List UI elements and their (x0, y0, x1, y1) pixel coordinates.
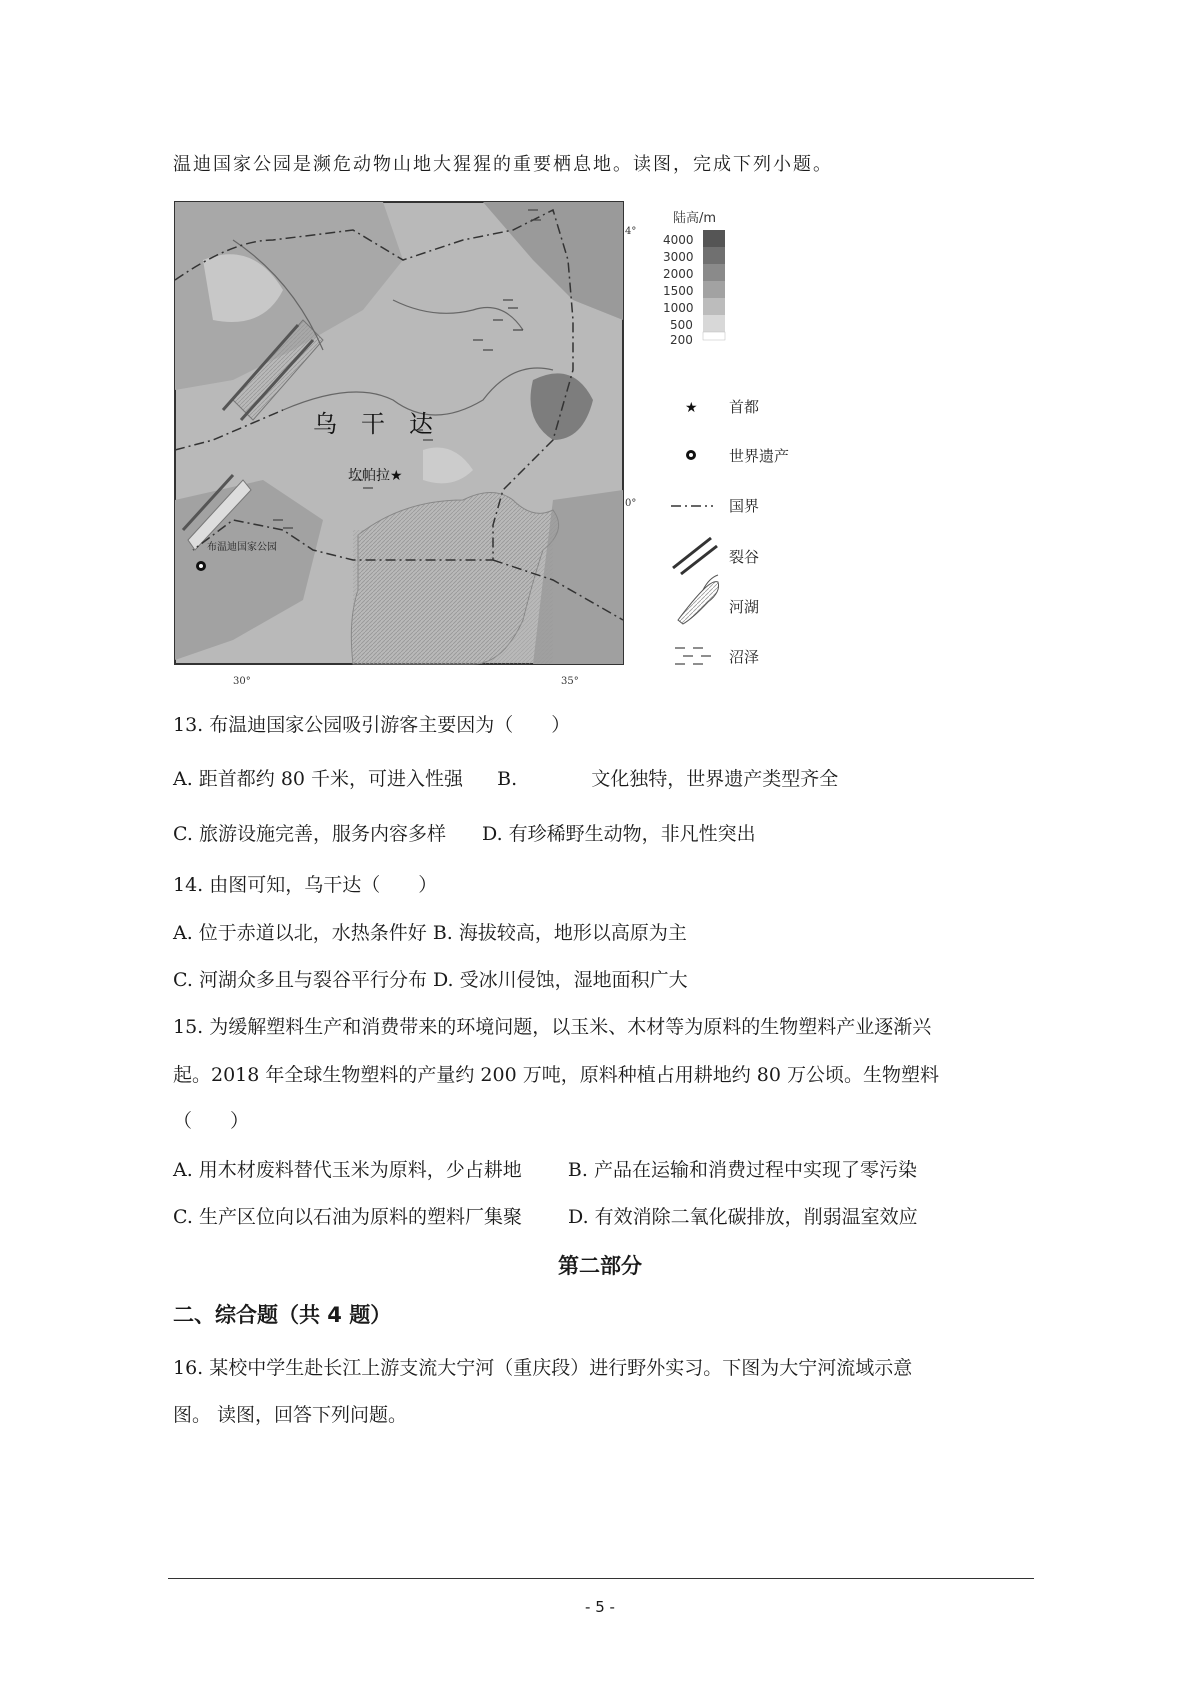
q13-option-a: A. 距首都约 80 千米，可进入性强 (173, 768, 464, 790)
q13-option-b-text: 文化独特，世界遗产类型齐全 (591, 768, 839, 790)
part-two-title: 第二部分 (558, 1254, 642, 1278)
q13-option-c: C. 旅游设施完善，服务内容多样 (173, 823, 446, 845)
q14-options-ab: A. 位于赤道以北，水热条件好 B. 海拔较高，地形以高原为主 (173, 922, 687, 944)
legend-capital-label: 首都 (729, 398, 760, 416)
park-label: 布温迪国家公园 (207, 542, 277, 553)
elev-200: 200 (670, 333, 693, 347)
legend-border-label: 国界 (729, 497, 760, 515)
lat-label-4: 4° (625, 226, 637, 237)
elevation-legend-title: 陆高/m (673, 211, 717, 226)
q13-options-ab (173, 764, 838, 791)
legend-heritage-label: 世界遗产 (729, 447, 790, 465)
country-label: 乌 干 达 (313, 410, 433, 438)
elev-1000: 1000 (663, 301, 694, 315)
q15-option-d: D. 有效消除二氧化碳排放，削弱温室效应 (568, 1206, 918, 1228)
q13-options-cd (173, 819, 756, 846)
q15-options-ab (173, 1155, 917, 1182)
q13-stem: 13. 布温迪国家公园吸引游客主要因为（ ） (173, 714, 571, 736)
legend-river-label: 河湖 (729, 598, 760, 616)
q15-stem-line-2: 起。2018 年全球生物塑料的产量约 200 万吨，原料种植占用耕地约 80 万公顷。生物塑料 (173, 1064, 939, 1086)
elev-2000: 2000 (663, 267, 694, 281)
lon-label-30: 30° (233, 676, 251, 687)
lon-label-35: 35° (561, 676, 579, 687)
q16-line-2: 图。 读图，回答下列问题。 (173, 1404, 408, 1426)
page-number: - 5 - (585, 1598, 615, 1616)
elev-3000: 3000 (663, 250, 694, 264)
q13-option-d: D. 有珍稀野生动物，非凡性突出 (482, 823, 756, 845)
q15-option-a: A. 用木材废料替代玉米为原料，少占耕地 (173, 1159, 522, 1181)
q13-option-b-letter: B. (497, 768, 518, 790)
q15-stem-line-3: （ ） (173, 1110, 250, 1132)
q16-line-1: 16. 某校中学生赴长江上游支流大宁河（重庆段）进行野外实习。下图为大宁河流域示意 (173, 1357, 913, 1379)
q15-options-cd (173, 1202, 918, 1229)
intro-text: 温迪国家公园是濒危动物山地大猩猩的重要栖息地。读图，完成下列小题。 (173, 154, 833, 175)
uganda-map (173, 200, 813, 690)
legend-rift-label: 裂谷 (729, 548, 760, 566)
swamp-icon (675, 648, 711, 664)
elev-1500: 1500 (663, 284, 694, 298)
q14-stem: 14. 由图可知，乌干达（ ） (173, 874, 438, 896)
capital-star-icon: ★ (685, 400, 698, 416)
uganda-map-figure (173, 200, 813, 690)
legend-swamp-label: 沼泽 (729, 648, 760, 666)
elev-500: 500 (670, 318, 693, 332)
capital-label: 坎帕拉★ (348, 468, 403, 484)
rift-valley-icon (673, 538, 717, 574)
map-legend (663, 210, 789, 666)
q15-option-b: B. 产品在运输和消费过程中实现了零污染 (567, 1159, 917, 1181)
q15-stem-line-1: 15. 为缓解塑料生产和消费带来的环境问题，以玉米、木材等为原料的生物塑料产业逐渐兴 (173, 1016, 932, 1038)
section-title: 二、综合题（共 4 题） (173, 1303, 392, 1327)
q15-option-c: C. 生产区位向以石油为原料的塑料厂集聚 (173, 1206, 522, 1228)
footer-rule (168, 1578, 1034, 1579)
q14-options-cd: C. 河湖众多且与裂谷平行分布 D. 受冰川侵蚀，湿地面积广大 (173, 969, 688, 991)
lat-label-0: 0° (625, 498, 637, 509)
river-lake-icon (678, 575, 719, 624)
elev-4000: 4000 (663, 233, 694, 247)
